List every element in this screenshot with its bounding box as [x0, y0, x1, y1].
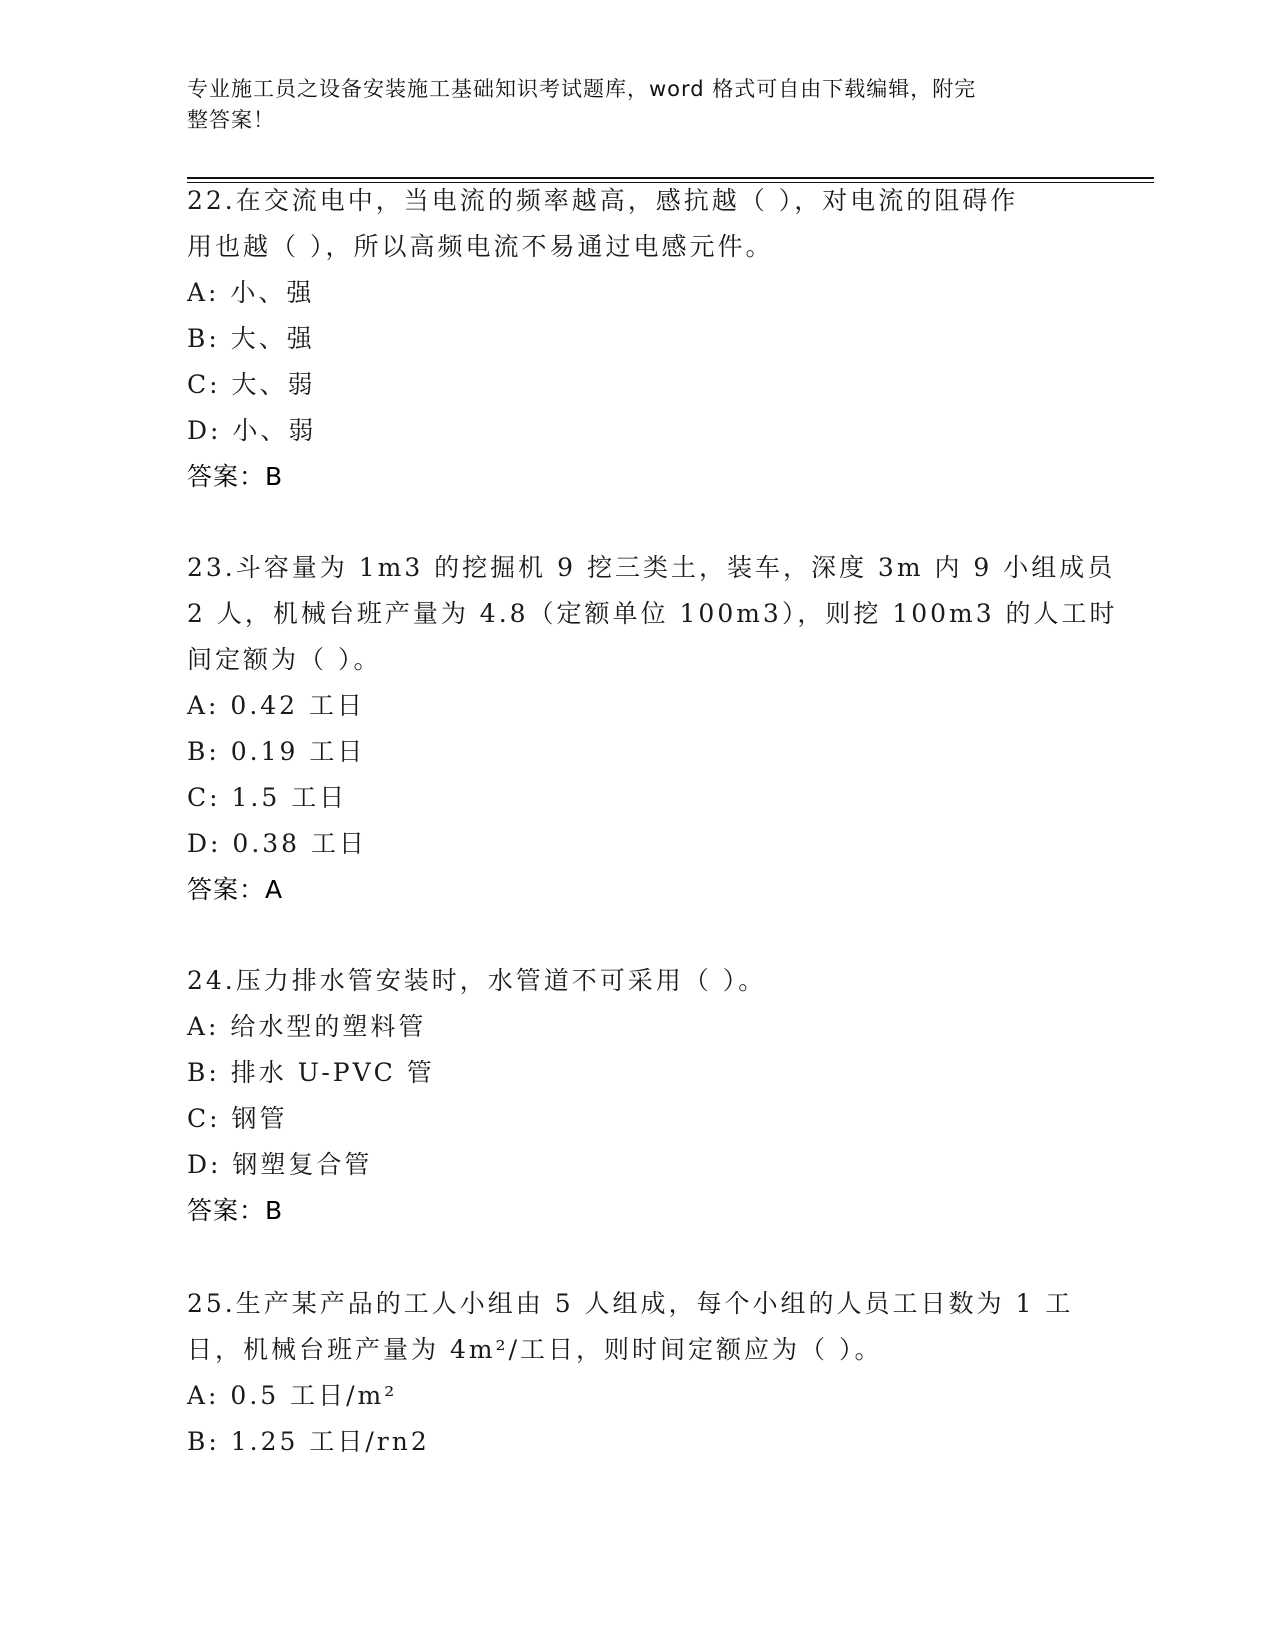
option-a: A: 小、强: [187, 278, 315, 307]
answer-text: 答案：B: [187, 462, 284, 491]
answer-text: 答案：B: [187, 1196, 284, 1225]
option-a: A: 给水型的塑料管: [187, 1012, 427, 1041]
option-d: D: 0.38 工日: [187, 829, 368, 858]
option-c: C: 大、弱: [187, 370, 316, 399]
option-b: B: 排水 U-PVC 管: [187, 1058, 435, 1087]
question-text-line: 用也越（ ），所以高频电流不易通过电感元件。: [187, 232, 774, 261]
header-line-2: 整答案！: [187, 108, 275, 132]
header-line-1: 专业施工员之设备安装施工基础知识考试题库，word 格式可自由下载编辑，附完: [187, 77, 977, 101]
question-22: [187, 178, 1087, 500]
question-23: [187, 545, 1118, 913]
answer-text: 答案：A: [187, 875, 284, 904]
question-text-line: 间定额为（ ）。: [187, 645, 382, 674]
option-c: C: 钢管: [187, 1104, 288, 1133]
question-text-line: 25.生产某产品的工人小组由 5 人组成，每个小组的人员工日数为 1 工: [187, 1289, 1074, 1318]
question-text-line: 2 人，机械台班产量为 4.8（定额单位 100m3），则挖 100m3 的人工时: [187, 599, 1118, 628]
option-b: B: 0.19 工日: [187, 737, 366, 766]
question-text-line: 日，机械台班产量为 4m²/工日，则时间定额应为（ ）。: [187, 1335, 883, 1364]
option-b: B: 1.25 工日/rn2: [187, 1427, 430, 1456]
option-d: D: 小、弱: [187, 416, 317, 445]
question-text-line: 24.压力排水管安装时，水管道不可采用（ ）。: [187, 966, 767, 995]
question-25: [187, 1281, 1087, 1465]
option-a: A: 0.42 工日: [187, 691, 366, 720]
document-header: [187, 74, 1067, 136]
question-24: [187, 958, 1087, 1234]
question-text-line: 22.在交流电中，当电流的频率越高，感抗越（ ），对电流的阻碍作: [187, 186, 1019, 215]
option-d: D: 钢塑复合管: [187, 1150, 373, 1179]
option-b: B: 大、强: [187, 324, 315, 353]
question-text-line: 23.斗容量为 1m3 的挖掘机 9 挖三类土，装车，深度 3m 内 9 小组成员: [187, 553, 1116, 582]
option-c: C: 1.5 工日: [187, 783, 348, 812]
option-a: A: 0.5 工日/m²: [187, 1381, 398, 1410]
